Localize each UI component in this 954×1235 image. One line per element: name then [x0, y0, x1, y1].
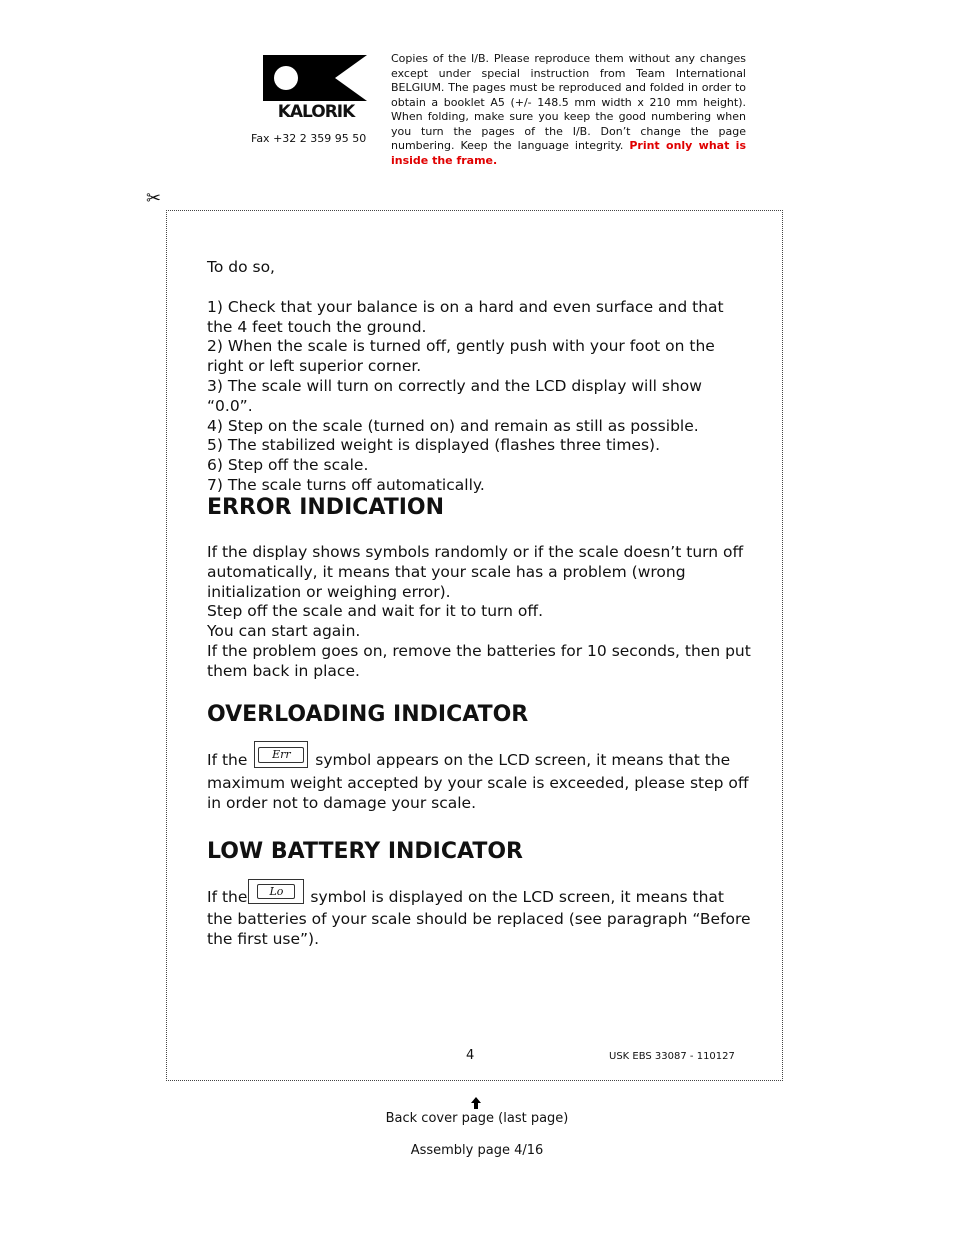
notice-end: . — [493, 153, 498, 167]
error-line: If the display shows symbols randomly or if the scale doesn’t turn off automatically, it means that your scale has a problem (wrong initialization or weighing error). — [207, 543, 744, 601]
error-heading: ERROR INDICATION — [207, 495, 445, 520]
step-item: 3) The scale will turn on correctly and the LCD display will show “0.0”. — [207, 376, 702, 415]
error-line: If the problem goes on, remove the batteries for 10 seconds, then put them back in place. — [207, 641, 751, 680]
err-symbol: Err — [258, 747, 304, 763]
step-item: 1) Check that your balance is on a hard and even surface and that the 4 feet touch the ground. — [207, 297, 724, 336]
notice-red-text: Print only what is inside the frame — [391, 139, 746, 167]
step-item: 7) The scale turns off automatically. — [207, 475, 485, 494]
lowbat-heading: LOW BATTERY INDICATOR — [207, 839, 523, 864]
lowbat-before: If the — [207, 888, 248, 906]
lo-lcd-icon — [248, 879, 304, 904]
overload-text — [207, 747, 752, 814]
logo-mark-icon — [263, 55, 369, 101]
page-number: 4 — [466, 1048, 475, 1063]
overload-section — [207, 747, 752, 814]
err-lcd-icon — [254, 741, 308, 768]
overload-before: If the — [207, 751, 248, 769]
back-cover-label: Back cover page (last page) — [385, 1111, 569, 1126]
lowbat-section — [207, 885, 752, 950]
lowbat-text — [207, 885, 752, 950]
error-line: You can start again. — [207, 622, 361, 641]
fax-number: Fax +32 2 359 95 50 — [251, 132, 367, 145]
kalorik-logo — [263, 55, 369, 121]
assembly-page-label: Assembly page 4/16 — [410, 1143, 544, 1158]
reproduction-notice — [391, 52, 746, 168]
lo-symbol: Lo — [257, 884, 295, 899]
error-line: Step off the scale and wait for it to turn off. — [207, 602, 543, 621]
step-item: 2) When the scale is turned off, gently push with your foot on the right or left superior corner. — [207, 337, 715, 376]
error-section — [207, 543, 752, 682]
lowbat-after: symbol is displayed on the LCD screen, it means that the batteries of your scale should be replaced (see paragraph “Before the first use”). — [207, 888, 751, 948]
overload-after: symbol appears on the LCD screen, it means that the maximum weight accepted by your scale is exceeded, please step off in order not to damage your scale. — [207, 751, 749, 812]
logo-text: KALORIK — [277, 102, 355, 122]
document-code: USK EBS 33087 - 110127 — [609, 1051, 735, 1062]
step-item: 4) Step on the scale (turned on) and remain as still as possible. — [207, 416, 699, 435]
intro-section — [207, 258, 752, 496]
notice-text: Copies of the I/B. Please reproduce them without any changes except under special instruction from Team International BELGIUM. The pages must be reproduced and folded in order to obtain a booklet A5 (+/- 148.5 mm width x 210 mm height). When folding, make sure you keep the good numbering when you turn the pages of the I/B. Don’t change the page numbering. Keep the language integrity. — [391, 52, 746, 152]
intro-lead: To do so, — [207, 258, 275, 276]
step-item: 6) Step off the scale. — [207, 456, 369, 475]
overload-heading: OVERLOADING INDICATOR — [207, 702, 529, 727]
scissors-icon: ✂ — [146, 188, 162, 209]
step-item: 5) The stabilized weight is displayed (flashes three times). — [207, 436, 661, 455]
